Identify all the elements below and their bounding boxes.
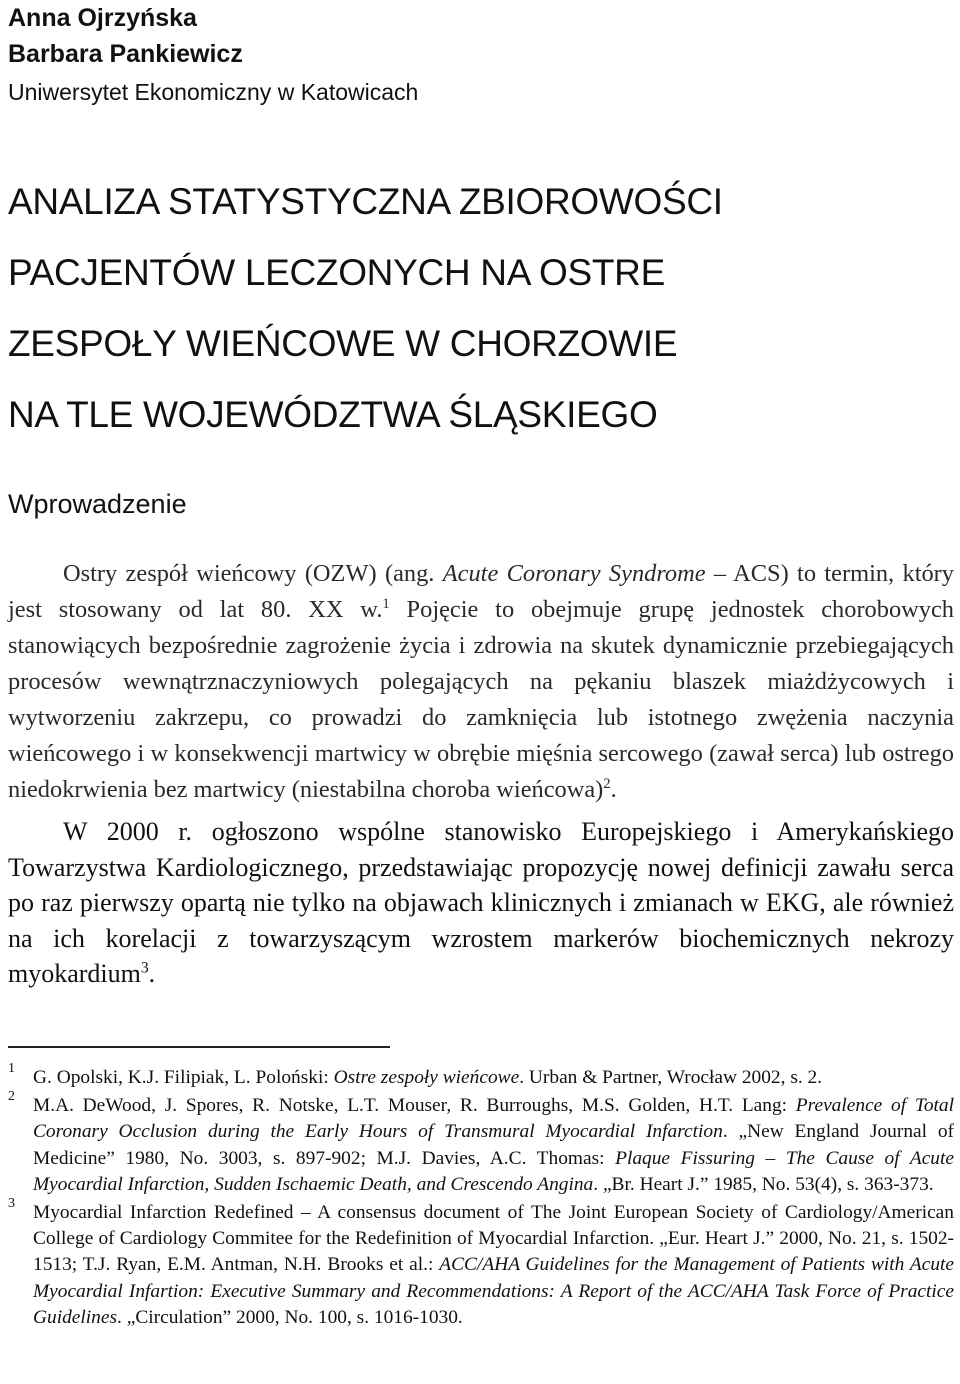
text-run: G. Opolski, K.J. Filipiak, L. Poloński: bbox=[33, 1067, 334, 1088]
text-run: W 2000 r. ogłoszono wspólne stanowisko Europejskiego i Amerykańskiego Towarzystwa Kardiologicznego, przedstawiając propozycję nowej definicji zawału serca po raz pierwszy opartą nie tylko na objawach klinicznych i zmianach w EKG, ale również na ich korelacji z towarzyszącym wzrostem markerów biochemicznych nekrozy myokardium bbox=[8, 817, 954, 988]
paragraph bbox=[8, 814, 954, 992]
text-run: . bbox=[610, 776, 617, 803]
footnote-ref[interactable]: 1 bbox=[382, 595, 390, 612]
title-line: ANALIZA STATYSTYCZNA ZBIOROWOŚCI bbox=[8, 181, 723, 222]
title-line: ZESPOŁY WIEŃCOWE W CHORZOWIE bbox=[8, 323, 678, 364]
author-block bbox=[8, 0, 948, 110]
paper-title bbox=[8, 166, 958, 450]
italic-title: Prevalence of Total Coronary Occlusion during the Early Hours of Transmural Myocardial Infarction bbox=[33, 1095, 954, 1143]
affiliation: Uniwersytet Ekonomiczny w Katowicach bbox=[8, 79, 419, 105]
text-run: Ostry zespół wieńcowy (OZW) (ang. bbox=[63, 560, 443, 587]
footnote bbox=[8, 1089, 954, 1198]
footnote-divider bbox=[8, 1046, 390, 1048]
paragraph bbox=[8, 556, 954, 808]
text-run: . Urban & Partner, Wrocław 2002, s. 2. bbox=[519, 1067, 823, 1088]
italic-term: Acute Coronary Syndrome bbox=[442, 560, 706, 587]
footnote-ref[interactable]: 2 bbox=[603, 775, 611, 792]
footnote bbox=[8, 1196, 955, 1331]
title-line: PACJENTÓW LECZONYCH NA OSTRE bbox=[8, 252, 665, 293]
footnote-number: 3 bbox=[8, 1196, 15, 1212]
footnote-ref[interactable]: 3 bbox=[140, 959, 149, 977]
text-run: Pojęcie to obejmuje grupę jednostek chorobowych stanowiących bezpośrednie zagrożenie życia i zdrowia na skutek dynamicznie przebiegających procesów wewnątrznaczyniowych polegających na pękaniu blaszek miażdżycowych i wytworzeniu zakrzepu, co prowadzi do zamknięcia lub istotnego zwężenia naczynia wieńcowego i w konsekwencji martwicy w obrębie mięśnia sercowego (zawał serca) lub ostrego niedokrwienia bez martwicy (niestabilna choroba wieńcowa) bbox=[8, 596, 954, 803]
italic-title: Ostre zespoły wieńcowe bbox=[333, 1067, 520, 1088]
section-heading: Wprowadzenie bbox=[8, 489, 187, 519]
text-run: M.A. DeWood, J. Spores, R. Notske, L.T. Mouser, R. Burroughs, M.S. Golden, H.T. Lang: bbox=[33, 1095, 796, 1117]
text-run: . „Br. Heart J.” 1985, No. 53(4), s. 363-373. bbox=[593, 1173, 934, 1195]
author-name: Anna Ojrzyńska bbox=[8, 4, 197, 32]
body-text bbox=[8, 556, 954, 992]
text-run: . „Circulation” 2000, No. 100, s. 1016-1030. bbox=[117, 1306, 463, 1328]
footnotes bbox=[8, 1061, 955, 1333]
footnote-number: 2 bbox=[8, 1089, 15, 1105]
text-run: . bbox=[148, 959, 156, 988]
italic-title: ACC/AHA Guidelines for the Management of Patients with Acute Myocardial Infartion: Executive Summary and Recommendations: A Report of the ACC/AHA Task Force of Practice Guidelines bbox=[33, 1254, 955, 1328]
title-line: NA TLE WOJEWÓDZTWA ŚLĄSKIEGO bbox=[8, 394, 658, 435]
author-name: Barbara Pankiewicz bbox=[8, 40, 243, 68]
footnote-number: 1 bbox=[8, 1061, 15, 1076]
text-run: . „New England Journal of Medicine” 1980, No. 3003, s. 897-902; M.J. Davies, A.C. Thomas: bbox=[33, 1121, 954, 1169]
text-run: – ACS) to termin, który jest stosowany od lat 80. XX w. bbox=[8, 560, 954, 623]
text-run: Myocardial Infarction Redefined – A consensus document of The Joint European Society of Cardiology/American College of Cardiology Commitee for the Redefinition of Myocardial Infarction. „Eur. Heart J.” 2000, No. 21, s. 1502-1513; T.J. Ryan, E.M. Antman, N.H. Brooks et al.: bbox=[33, 1202, 954, 1276]
footnote bbox=[8, 1061, 954, 1091]
italic-title: Plaque Fissuring – The Cause of Acute Myocardial Infarction, Sudden Ischaemic Death, and Crescendo Angina bbox=[33, 1147, 954, 1195]
